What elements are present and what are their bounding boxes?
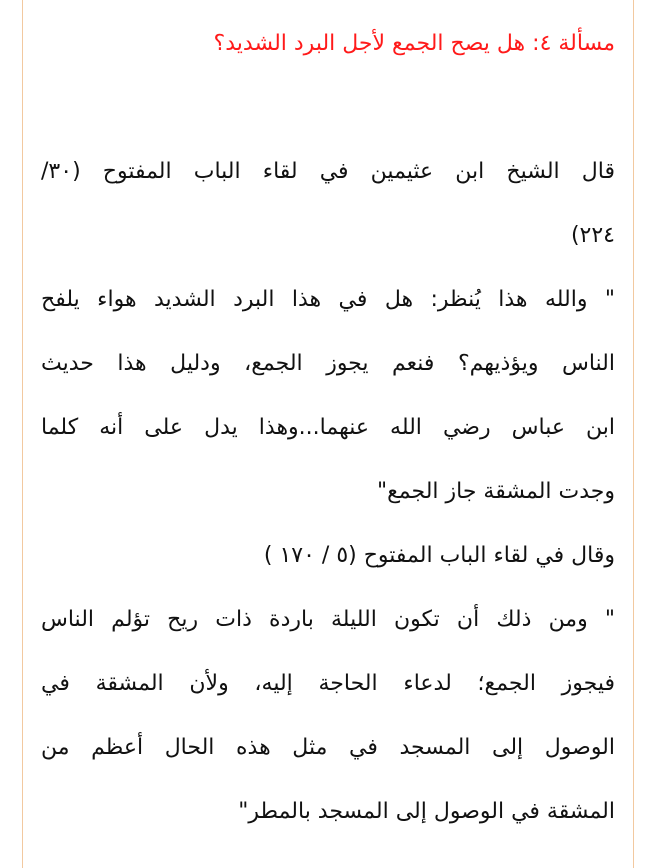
quote-2 xyxy=(41,588,615,844)
quote-2-line-1: " ومن ذلك أن تكون الليلة باردة ذات ريح تؤلم الناس xyxy=(41,607,615,632)
quote-2-line-4: المشقة في الوصول إلى المسجد بالمطر" xyxy=(238,799,615,824)
question-heading: مسألة ٤: هل يصح الجمع لأجل البرد الشديد؟ xyxy=(213,31,615,56)
quote-2-line-2: فيجوز الجمع؛ لدعاء الحاجة إليه، ولأن المشقة في xyxy=(41,671,615,696)
quote-1-line-3: ابن عباس رضي الله عنهما...وهذا يدل على أنه كلما xyxy=(41,415,615,440)
citation-2 xyxy=(41,524,615,588)
citation-2-line-1: وقال في لقاء الباب المفتوح (٥ / ١٧٠ ) xyxy=(263,543,615,568)
quote-2-line-3: الوصول إلى المسجد في مثل هذه الحال أعظم من xyxy=(41,735,615,760)
quote-1-line-2: الناس ويؤذيهم؟ فنعم يجوز الجمع، ودليل هذا حديث xyxy=(41,351,615,376)
article-content xyxy=(41,12,615,844)
quote-1 xyxy=(41,268,615,524)
quote-1-line-1: " والله هذا يُنظر: هل في هذا البرد الشديد هواء يلفح xyxy=(41,287,615,312)
citation-1-line-2: ٢٢٤) xyxy=(570,223,615,248)
citation-1 xyxy=(41,140,615,268)
quote-1-line-4: وجدت المشقة جاز الجمع" xyxy=(376,479,615,504)
blank-spacer xyxy=(41,76,615,140)
citation-1-line-1: قال الشيخ ابن عثيمين في لقاء الباب المفتوح (٣٠/ xyxy=(41,159,615,184)
page xyxy=(22,0,634,868)
